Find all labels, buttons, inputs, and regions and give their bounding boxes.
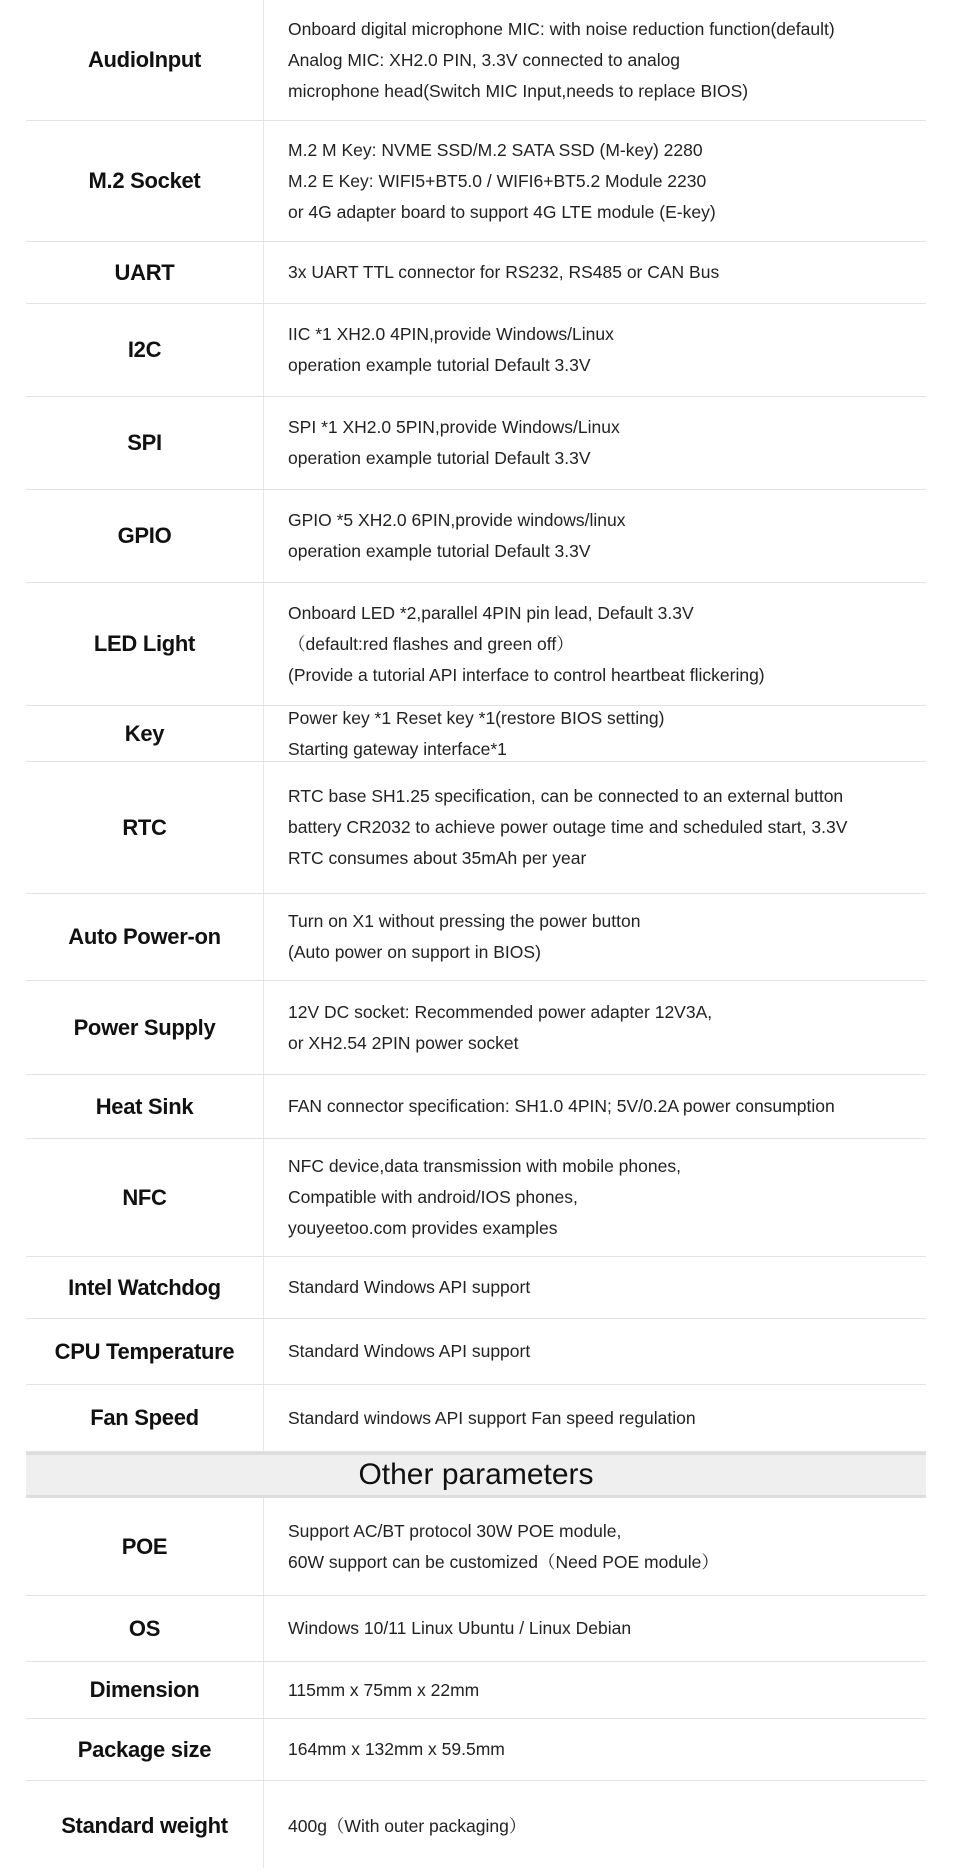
- spec-row: [26, 1075, 926, 1139]
- spec-value-line: operation example tutorial Default 3.3V: [288, 541, 591, 561]
- spec-value: [26, 1075, 926, 1138]
- spec-value-line: M.2 M Key: NVME SSD/M.2 SATA SSD (M-key) 2280: [288, 139, 703, 160]
- spec-value: [26, 1385, 926, 1451]
- spec-value-line: 3x UART TTL connector for RS232, RS485 or CAN Bus: [288, 262, 720, 282]
- spec-value: [26, 706, 926, 761]
- spec-label: Dimension: [89, 1677, 200, 1702]
- spec-value-line: battery CR2032 to achieve power outage time and scheduled start, 3.3V: [288, 817, 848, 837]
- spec-value-line: Standard Windows API support: [288, 1277, 531, 1297]
- spec-label: Auto Power-on: [68, 924, 221, 949]
- spec-value-line: 164mm x 132mm x 59.5mm: [288, 1739, 505, 1759]
- spec-value-line: or XH2.54 2PIN power socket: [288, 1032, 519, 1053]
- spec-row: [26, 242, 926, 304]
- spec-row: [26, 1781, 926, 1871]
- spec-label: OS: [128, 1615, 161, 1641]
- spec-value: [26, 583, 926, 705]
- spec-value-line: RTC consumes about 35mAh per year: [288, 848, 587, 868]
- spec-value-line: IIC *1 XH2.0 4PIN,provide Windows/Linux: [288, 324, 614, 344]
- spec-value-line: SPI *1 XH2.0 5PIN,provide Windows/Linux: [288, 417, 620, 437]
- spec-row: [26, 490, 926, 583]
- spec-row: [26, 762, 926, 894]
- spec-row: [26, 894, 926, 981]
- spec-value-line: 115mm x 75mm x 22mm: [288, 1679, 480, 1700]
- spec-value: [26, 242, 926, 303]
- spec-label: Key: [124, 720, 165, 746]
- spec-label: Standard weight: [61, 1813, 228, 1838]
- spec-value: [26, 762, 926, 893]
- spec-value-line: (Provide a tutorial API interface to control heartbeat flickering): [288, 664, 765, 685]
- spec-row: [26, 121, 926, 242]
- spec-value-line: M.2 E Key: WIFI5+BT5.0 / WIFI6+BT5.2 Module 2230: [288, 170, 707, 191]
- spec-value: [26, 1257, 926, 1318]
- spec-label: Fan Speed: [90, 1405, 199, 1430]
- spec-value-line: 400g（With outer packaging）: [288, 1815, 527, 1836]
- spec-table: [26, 0, 926, 1871]
- spec-value: [26, 490, 926, 582]
- spec-label: M.2 Socket: [88, 168, 201, 193]
- spec-row: [26, 1719, 926, 1781]
- spec-row: [26, 1139, 926, 1257]
- spec-label: UART: [114, 259, 175, 285]
- spec-value-line: Analog MIC: XH2.0 PIN, 3.3V connected to analog: [288, 49, 681, 70]
- spec-value-line: Support AC/BT protocol 30W POE module,: [288, 1520, 622, 1541]
- spec-value: [26, 1719, 926, 1780]
- spec-value: [26, 121, 926, 241]
- spec-value-line: GPIO *5 XH2.0 6PIN,provide windows/linux: [288, 510, 626, 530]
- spec-label: RTC: [122, 814, 167, 840]
- spec-label: AudioInput: [87, 47, 202, 72]
- spec-value-line: （default:red flashes and green off）: [288, 633, 574, 654]
- spec-value-line: youyeetoo.com provides examples: [288, 1218, 558, 1238]
- spec-row: [26, 1596, 926, 1662]
- spec-value-line: Windows 10/11 Linux Ubuntu / Linux Debian: [288, 1618, 632, 1638]
- spec-value: [26, 894, 926, 980]
- spec-value-line: operation example tutorial Default 3.3V: [288, 355, 591, 375]
- spec-value-line: NFC device,data transmission with mobile phones,: [288, 1156, 681, 1176]
- spec-value-line: operation example tutorial Default 3.3V: [288, 448, 591, 468]
- spec-row: [26, 583, 926, 706]
- spec-label: Heat Sink: [95, 1093, 194, 1119]
- spec-label: SPI: [127, 430, 162, 455]
- spec-value: [26, 397, 926, 489]
- spec-value: [26, 1781, 926, 1871]
- spec-label: GPIO: [117, 523, 172, 548]
- spec-value-line: 12V DC socket: Recommended power adapter 12V3A,: [288, 1001, 713, 1022]
- spec-value: [26, 981, 926, 1074]
- spec-value-line: Onboard LED *2,parallel 4PIN pin lead, Default 3.3V: [288, 602, 694, 623]
- spec-value-line: Onboard digital microphone MIC: with noise reduction function(default): [288, 18, 835, 39]
- spec-value-line: (Auto power on support in BIOS): [288, 942, 541, 962]
- spec-value: [26, 1662, 926, 1718]
- spec-value-line: RTC base SH1.25 specification, can be connected to an external button: [288, 786, 844, 806]
- spec-value-line: FAN connector specification: SH1.0 4PIN; 5V/0.2A power consumption: [288, 1096, 835, 1116]
- specs-section: [26, 0, 926, 1452]
- spec-value-line: Standard Windows API support: [288, 1341, 531, 1361]
- spec-value-line: or 4G adapter board to support 4G LTE module (E-key): [288, 201, 716, 222]
- spec-label: Package size: [77, 1736, 212, 1762]
- spec-value: [26, 1139, 926, 1256]
- section-header-other-parameters: Other parameters: [26, 1452, 926, 1498]
- spec-label: Intel Watchdog: [68, 1274, 221, 1300]
- spec-value-line: Starting gateway interface*1: [288, 738, 507, 759]
- spec-label: POE: [121, 1533, 168, 1559]
- spec-row: [26, 0, 926, 121]
- spec-value-line: Turn on X1 without pressing the power button: [288, 911, 641, 931]
- spec-value: [26, 0, 926, 120]
- spec-label: LED Light: [93, 631, 196, 656]
- spec-value-line: Compatible with android/IOS phones,: [288, 1187, 578, 1207]
- other-parameters-section: [26, 1498, 926, 1871]
- spec-label: I2C: [127, 337, 162, 362]
- spec-row: [26, 304, 926, 397]
- spec-row: [26, 1319, 926, 1385]
- spec-row: [26, 706, 926, 762]
- spec-label: CPU Temperature: [54, 1338, 235, 1364]
- spec-value-line: Power key *1 Reset key *1(restore BIOS setting): [288, 707, 665, 728]
- spec-row: [26, 1385, 926, 1452]
- spec-label: NFC: [122, 1184, 167, 1210]
- spec-row: [26, 981, 926, 1075]
- spec-row: [26, 397, 926, 490]
- spec-value: [26, 1319, 926, 1384]
- spec-value-line: Standard windows API support Fan speed regulation: [288, 1407, 696, 1428]
- spec-row: [26, 1257, 926, 1319]
- spec-value: [26, 1498, 926, 1595]
- spec-value: [26, 304, 926, 396]
- spec-value-line: 60W support can be customized（Need POE module）: [288, 1551, 719, 1572]
- spec-row: [26, 1662, 926, 1719]
- spec-value: [26, 1596, 926, 1661]
- spec-label: Power Supply: [73, 1014, 216, 1040]
- spec-value-line: microphone head(Switch MIC Input,needs to replace BIOS): [288, 80, 749, 101]
- spec-row: [26, 1498, 926, 1596]
